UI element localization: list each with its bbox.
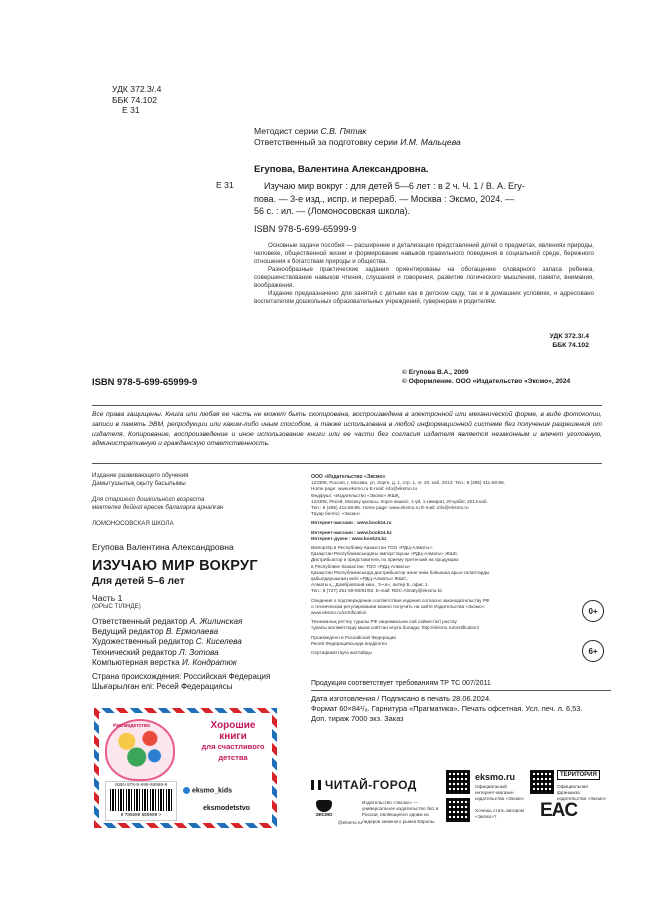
abstract-paragraph: Разнообразные практические задания ориентированы на обогащение словарного запаса ребенка, совершенствование навыков чтения, слушания и говорения, развитие логического мышления, памяти, внимания, воображения. <box>254 266 594 289</box>
biblio-line: Изучаю мир вокруг : для детей 5—6 лет : в 2 ч. Ч. 1 / В. А. Егу- <box>264 181 525 191</box>
shop-link[interactable]: Интернет-магазин : www.book24.kz <box>311 529 392 535</box>
promo-heading: Хорошие книги для счастливого детства <box>201 720 265 762</box>
biblio-author: Егупова, Валентина Александровна. <box>254 164 429 175</box>
eksmo-description: Издательство «Эксмо» — универсальное издательство №1 в России, являющееся одним из лидеров книжного рынка Европы. <box>362 800 439 824</box>
eksmo-site[interactable]: @eksmo.ru <box>338 820 363 825</box>
barcode <box>110 789 172 811</box>
responsible-name: И.М. Мальцева <box>400 136 461 147</box>
methodist-label: Методист серии <box>254 126 319 136</box>
origin-ru: Страна происхождения: Российская Федерация <box>92 672 271 682</box>
copyright-author: © Егупова В.А., 2009 <box>402 369 469 376</box>
shop-link[interactable]: Интернет-дүкен : www.book24.kz <box>311 535 387 541</box>
eac-mark: EAC <box>540 800 578 821</box>
promo-brand: #эксмодетство <box>113 723 150 729</box>
chitai-gorod-logo[interactable]: ЧИТАЙ-ГОРОД <box>311 778 417 792</box>
biblio-code: Е 31 <box>216 180 234 190</box>
promo-site: eksmodetstvo <box>203 805 251 812</box>
series-credits <box>254 126 461 147</box>
staff-row: Художественный редактор С. Киселева <box>92 637 242 647</box>
age-kz: мектепке дейінгі ересек балаларға арналған <box>92 504 224 511</box>
series-name: ЛОМОНОСОВСКАЯ ШКОЛА <box>92 520 174 527</box>
eksmo-ru-desc: Официальный интернет-магазин издательства «Эксмо» <box>475 784 525 802</box>
abstract-paragraph: Издание предназначено для занятий с детьми как в детском саду, так и в домашних условиях, и адресовано воспитателям дошкольных образовательных учреждений, гувернерам и родителям. <box>254 290 594 305</box>
staff-row: Компьютерная верстка И. Кондратюк <box>92 657 237 667</box>
age-mark-0: 0+ <box>582 600 604 622</box>
barcode-block <box>105 781 177 821</box>
cert-link[interactable]: www.eksmo.ru/certification <box>311 610 367 616</box>
barcode-isbn: ISBN 978-5-699-65999-9 <box>114 782 168 787</box>
divider <box>92 463 602 464</box>
publisher-block: ООО «Издательство «Эксмо» 123308, Россия, г. Москва, ул. Зорге, д. 1, стр. 1, эт. 20, каб. 2013. Тел.: 8 (495) 411-68-86. Home page: www.eksmo.ru E-mail: info@eksmo.ru Өндіруші: «Издательство «Эксмо» ЖШҚ, 123308, Ресей, Мәскеу қаласы, Зорге көшесі, 1-үй, 1-ғимарат, 20-қабат, 2013-каб. Тел.: 8 (495) 411-68-86. Home page: www.eksmo.ru E-mail: info@eksmo.ru Тауар белгісі: «Эксмо» Интернет-магазин : www.book24.ru Интернет-магазин : www.book24.kz Интернет-дүкен : www.book24.kz Импортёр в Республику Казахстан ТОО «РДЦ-Алматы». Қазақстан Республикасындағы импорттаушы «РДЦ-Алматы» ЖШС. Дистрибьютор и представитель по приему претензий на продукцию в Республике Казахстан: ТОО «РДЦ-Алматы» Қазақстан Республикасында дистрибьютор және өнім бойынша арыз-талаптарды қабылдаушының өкілі «РДЦ-Алматы» ЖШС, Алматы қ., Домбровский көш., 3-«а», литер Б, офис 1. Тел.: 8 (727) 251-59-90/91/92. E-mail: RDC-Almaty@eksmo.kz Сведения о подтверждении соответствия издания согласно законодательству РФ о техническом регулировании можно получить на сайте Издательства «Эксмо»: www.eksmo.ru/certification Техникалық реттеу туралы РФ заңнамасына сай сәйкестікті растау туралы мәліметтерді мына сайттан алуға болады: http://eksmo.ru/certification/ Произведено в Российской Федерации Ресей Федерациясында өндірілген Сертификаттауға жатпайды <box>311 474 611 656</box>
qr-code-icon[interactable] <box>446 798 470 822</box>
book-title: ИЗУЧАЮ МИР ВОКРУГ <box>92 558 258 574</box>
biblio-isbn: ISBN 978-5-699-65999-9 <box>254 224 357 234</box>
book-subtitle: Для детей 5–6 лет <box>92 576 185 587</box>
eksmo-logo-icon <box>316 800 332 812</box>
bbk-code-right: ББК 74.102 <box>552 342 589 349</box>
shop-link[interactable]: Интернет-магазин : www.book24.ru <box>311 520 392 526</box>
staff-list <box>92 617 292 668</box>
qr-code-icon[interactable] <box>530 770 554 794</box>
eksmo-ru-link[interactable]: eksmo.ru <box>475 772 516 782</box>
divider <box>311 690 611 691</box>
staff-row: Ответственный редактор А. Жилинская <box>92 617 243 626</box>
book-part: Часть 1 <box>92 593 123 603</box>
responsible-label: Ответственный за подготовку серии <box>254 136 398 147</box>
edition-type-kz: Дамытушылық оқыту басылымы <box>92 480 186 487</box>
biblio-line: пова. — 3-е изд., испр. и перераб. — Москва : Эксмо, 2024. — <box>254 193 515 204</box>
bbk-code: ББК 74.102 <box>112 94 157 105</box>
qr-code-icon[interactable] <box>446 770 470 794</box>
biblio-line: 56 с. : ил. — (Ломоносовская школа). <box>254 206 410 217</box>
udk-block <box>112 84 161 116</box>
teritoria-logo: ТЕРИТОРИЯ <box>557 770 600 780</box>
book-part-kz: (ОРЫС ТІЛІНДЕ) <box>92 603 141 610</box>
staff-row: Ведущий редактор В. Ермолаева <box>92 627 219 637</box>
abstract-paragraph: Основные задачи пособия — расширение и детализация представлений детей о предметах, явлениях природы, человеке, общественной жизни и формирование навыков правильного поведения в социальной среде, бережного отношения к богатствам природы и общества. <box>254 242 594 265</box>
udk-code: УДК 372.3/.4 <box>112 84 162 94</box>
social-icon <box>183 787 190 794</box>
udk-code-right: УДК 372.3/.4 <box>549 333 589 340</box>
chitai-icon <box>311 780 321 790</box>
copyright-design: © Оформление. ООО «Издательство «Эксмо», 2024 <box>402 378 571 386</box>
origin-kz: Шығарылған елі: Ресей Федерациясы <box>92 682 233 692</box>
print-details: Дата изготовления / Подписано в печать 28.06.2024. Формат 60×84¹/₈. Гарнитура «Прагматика». Печать офсетная. Усл. печ. л. 6,53. Доп. тираж 7000 экз. Заказ <box>311 694 583 723</box>
origin <box>92 672 292 692</box>
divider <box>92 405 602 406</box>
author-prompt: Хочешь стать автором «Эксмо»? <box>475 808 525 820</box>
eksmo-logo: ЭКСМО <box>311 800 337 818</box>
biblio-description <box>254 180 594 218</box>
edition-type-ru: Издание развивающего обучения <box>92 472 189 479</box>
copyright <box>402 368 570 387</box>
promo-social: eksmo_kids <box>183 787 232 794</box>
teritoria-desc: Официальная франшиза издательства «Эксмо» <box>557 784 607 802</box>
barcode-number: 9 785699 659999 > <box>120 812 162 818</box>
book-author: Егупова Валентина Александровна <box>92 542 234 552</box>
age-mark-6: 6+ <box>582 640 604 662</box>
author-mark: Е 31 <box>122 105 140 116</box>
left-column <box>92 472 292 692</box>
age-ru: Для старшего дошкольного возраста <box>92 496 205 503</box>
rights-notice: Все права защищены. Книга или любая ее часть не может быть скопирована, воспроизведена в электронной или механической форме, в виде фотокопии, записи в память ЭВМ, репродукции или каким-либо иным способом, а также использована в любой информационной системе без получения разрешения от издателя. Копирование, воспроизведение и иное использование книги или ее части без согласия издателя является незаконным и влечет уголовную, административную и гражданскую ответственность. <box>92 411 602 448</box>
udk-right <box>550 332 589 350</box>
promo-card <box>94 708 277 828</box>
methodist-name: С.В. Пятак <box>320 126 367 136</box>
tr-compliance: Продукция соответствует требованиям ТР ТС 007/2011 <box>311 680 491 687</box>
isbn-left: ISBN 978-5-699-65999-9 <box>92 376 198 387</box>
abstract <box>254 242 594 306</box>
staff-row: Технический редактор Л. Зотова <box>92 647 219 657</box>
